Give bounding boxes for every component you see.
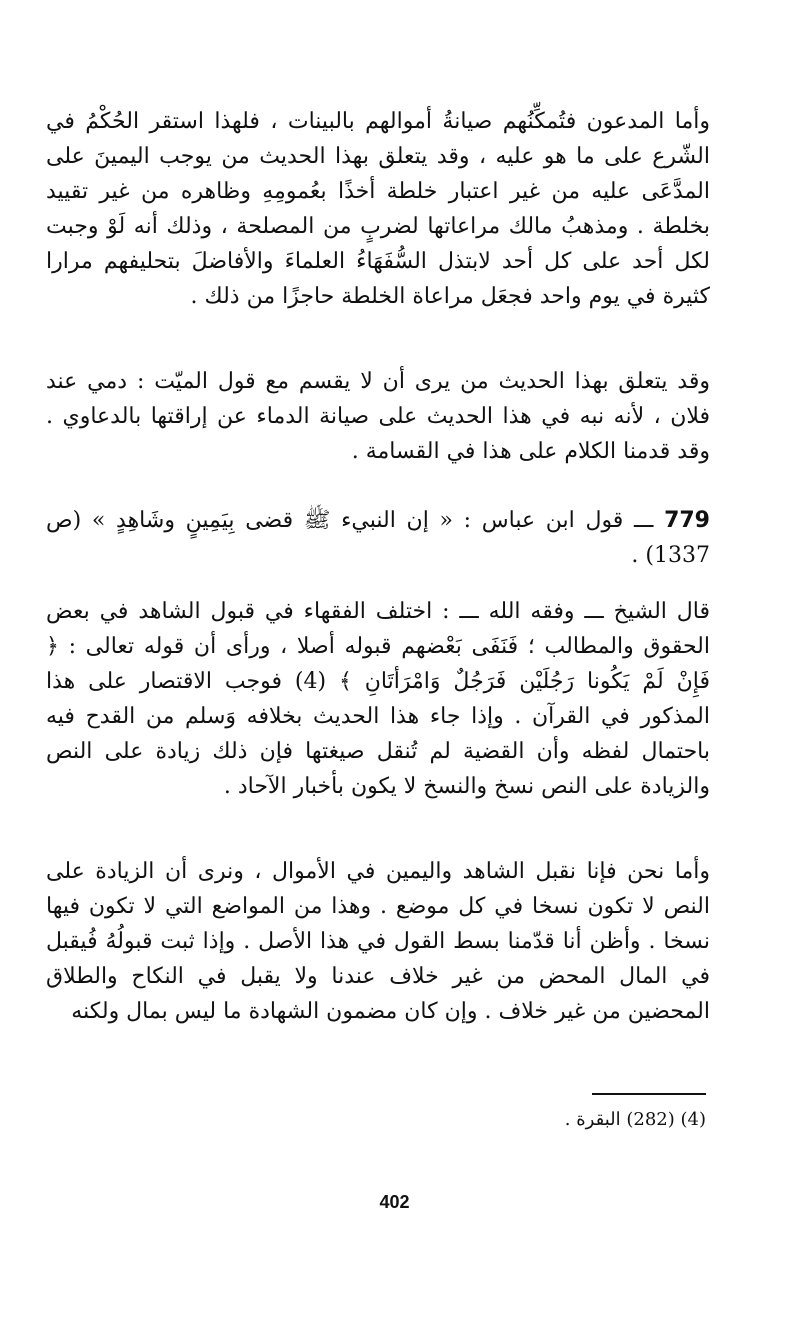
footnote-divider bbox=[592, 1093, 706, 1095]
paragraph-2: وقد يتعلق بهذا الحديث من يرى أن لا يقسم مع قول الميّت : دمي عند فلان ، لأنه نبه في هذا الحديث على صيانة الدماء عن إراقتها بالدعاوي . وقد قدمنا الكلام على هذا في القسامة . bbox=[46, 369, 710, 464]
paragraph-1: وأما المدعون فتُمكِّنُهم صيانةُ أموالهم بالبينات ، فلهذا استقر الحُكْمُ في الشّرع على ما هو عليه ، وقد يتعلق بهذا الحديث من يوجب اليمينَ على المدَّعَى عليه من غير اعتبار خلطة أخذًا بعُمومِهِ وظاهره من غير تقييد بخلطة . ومذهبُ مالك مراعاتها لضربٍ من المصلحة ، وذلك أنه لَوْ وجبت لكل أحد على كل أحد لابتذل السُّفَهَاءُ العلماءَ والأفاضلَ بتحليفهم مرارا كثيرة في يوم واحد فجعَل مراعاة الخلطة حاجزًا من ذلك . bbox=[46, 109, 710, 309]
paragraph-4: قال الشيخ ـــ وفقه الله ـــ : اختلف الفقهاء في قبول الشاهد في بعض الحقوق والمطالب ؛ فَنَفَى بَعْضهم قبوله أصلا ، ورأى أن قوله تعالى : ﴿ فَإِنْ لَمْ يَكُونا رَجُلَيْن فَرَجُلٌ وَامْرَأتَانِ ﴾ (4) فوجب الاقتصار على هذا المذكور في القرآن . وإذا جاء هذا الحديث بخلافه وَسلم من القدح فيه باحتمال لفظه وأن القضية لم تُنقل صيغتها فإن ذلك زيادة على النص والزيادة على النص نسخ والنسخ لا يكون بأخبار الآحاد . bbox=[46, 599, 710, 799]
hadith-text: ـــ قول ابن عباس : « إن النبيء ﷺ قضى بِيَمِينٍ وشَاهِدٍ » (ص 1337) . bbox=[46, 508, 710, 568]
footnote: (4) (282) البقرة . bbox=[564, 1109, 706, 1130]
hadith-number: 779 bbox=[664, 508, 710, 533]
page-number: 402 bbox=[379, 1192, 410, 1212]
paragraph-5: وأما نحن فإنا نقبل الشاهد واليمين في الأموال ، ونرى أن الزيادة على النص لا تكون نسخا في كل موضع . وهذا من المواضع التي لا تكون فيها نسخا . وأظن أنا قدّمنا بسط القول في هذا الأصل . وإذا ثبت قبولُهُ فُيقبل في المال المحض من غير خلاف عندنا ولا يقبل في النكاح والطلاق المحضين من غير خلاف . وإن كان مضمون الشهادة ما ليس بمال ولكنه bbox=[46, 859, 710, 1024]
hadith-heading bbox=[46, 503, 710, 573]
